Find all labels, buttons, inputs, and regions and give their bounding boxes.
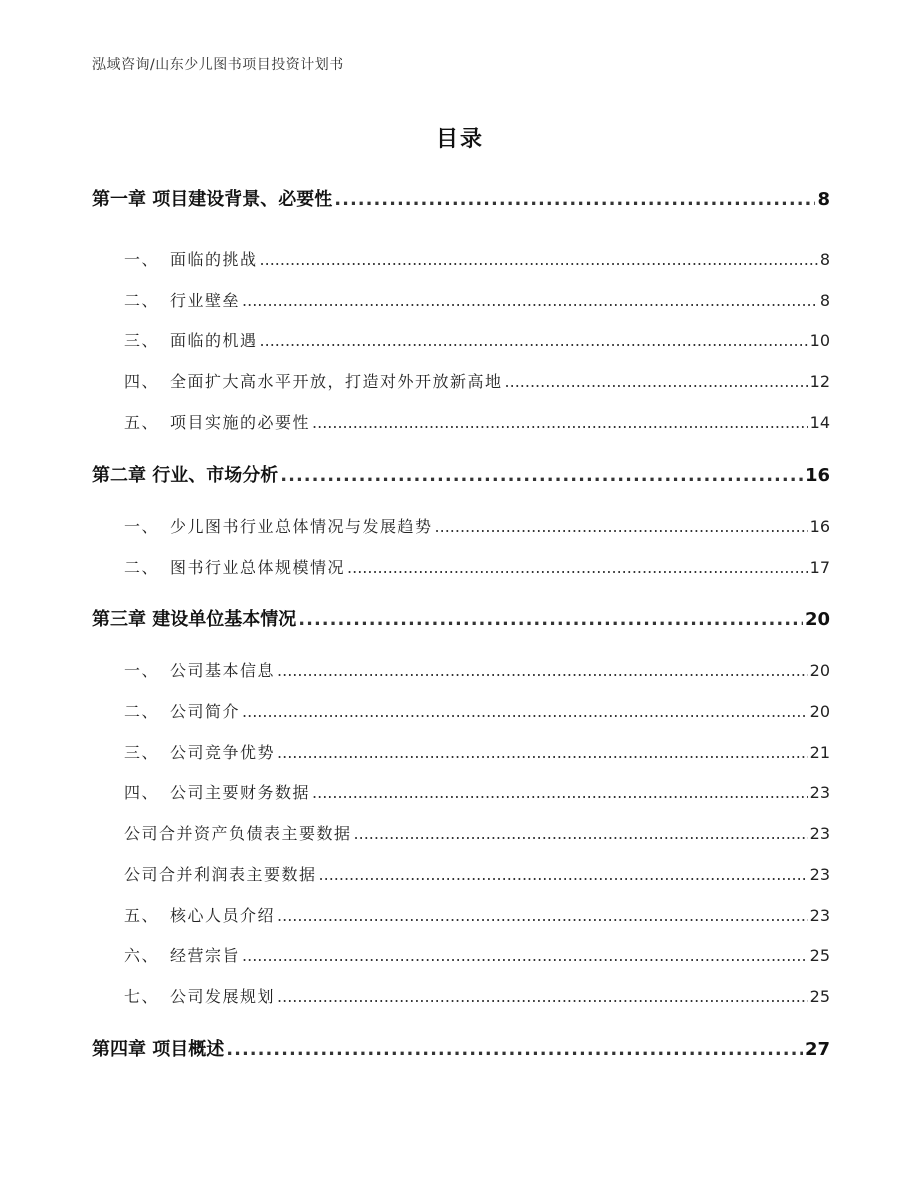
toc-leader-dots bbox=[312, 413, 808, 432]
toc-leader-dots bbox=[280, 465, 803, 486]
toc-entry-label: 公司发展规划 bbox=[170, 987, 276, 1006]
toc-leader-dots bbox=[505, 372, 808, 391]
toc-entry-label: 核心人员介绍 bbox=[170, 906, 276, 925]
toc-entry-page: 27 bbox=[804, 1039, 830, 1060]
toc-entry-page: 23 bbox=[809, 906, 830, 925]
toc-entry-page: 8 bbox=[819, 291, 830, 310]
toc-title: 目录 bbox=[435, 127, 484, 152]
toc-entry-page: 20 bbox=[804, 609, 830, 630]
toc-entry-label: 经营宗旨 bbox=[170, 946, 241, 965]
toc-entry-page: 21 bbox=[809, 743, 830, 762]
toc-entry-label: 全面扩大高水平开放，打造对外开放新高地 bbox=[170, 372, 503, 391]
toc-entry-page: 14 bbox=[809, 413, 830, 432]
toc-entry-page: 23 bbox=[809, 865, 830, 884]
toc-entry-label: 公司合并利润表主要数据 bbox=[124, 865, 317, 884]
toc-entry-page: 10 bbox=[809, 331, 830, 350]
toc-entry-section[interactable] bbox=[92, 555, 830, 578]
toc-entry-number: 四、 bbox=[124, 783, 160, 802]
toc-entry-label: 公司合并资产负债表主要数据 bbox=[124, 824, 352, 843]
toc-entry-label: 公司竞争优势 bbox=[170, 743, 276, 762]
toc-entry-section[interactable] bbox=[92, 658, 830, 681]
toc-entry-number: 二、 bbox=[124, 558, 160, 577]
toc-entry-subsection[interactable] bbox=[92, 862, 830, 885]
toc-leader-dots bbox=[334, 189, 815, 210]
toc-entry-number: 二、 bbox=[124, 291, 160, 310]
page-header: 泓域咨询/山东少儿图书项目投资计划书 bbox=[92, 57, 344, 73]
toc-leader-dots bbox=[242, 702, 808, 721]
toc-leader-dots bbox=[354, 824, 808, 843]
toc-entry-chapter[interactable] bbox=[92, 605, 830, 631]
toc-entry-page: 16 bbox=[809, 517, 830, 536]
toc-entry-page: 12 bbox=[809, 372, 830, 391]
toc-leader-dots bbox=[347, 558, 808, 577]
toc-entry-page: 8 bbox=[819, 250, 830, 269]
toc-leader-dots bbox=[277, 987, 808, 1006]
toc-leader-dots bbox=[312, 783, 808, 802]
toc-entry-section[interactable] bbox=[92, 780, 830, 803]
toc-entry-number: 五、 bbox=[124, 413, 160, 432]
toc-leader-dots bbox=[242, 291, 818, 310]
toc-entry-chapter[interactable] bbox=[92, 185, 830, 211]
toc-entry-number: 七、 bbox=[124, 987, 160, 1006]
toc-entry-label: 项目实施的必要性 bbox=[170, 413, 311, 432]
toc-entry-number: 一、 bbox=[124, 661, 160, 680]
toc-entry-page: 17 bbox=[809, 558, 830, 577]
toc-entry-section[interactable] bbox=[92, 410, 830, 433]
toc-entry-page: 23 bbox=[809, 824, 830, 843]
toc-entry-label: 面临的机遇 bbox=[170, 331, 258, 350]
toc-entry-label: 面临的挑战 bbox=[170, 250, 258, 269]
toc-leader-dots bbox=[277, 906, 808, 925]
toc-entry-section[interactable] bbox=[92, 903, 830, 926]
toc-leader-dots bbox=[277, 743, 808, 762]
toc-entry-subsection[interactable] bbox=[92, 821, 830, 844]
toc-entry-label: 少儿图书行业总体情况与发展趋势 bbox=[170, 517, 433, 536]
toc-entry-number: 三、 bbox=[124, 331, 160, 350]
toc-entry-label: 第三章 建设单位基本情况 bbox=[92, 609, 297, 630]
toc-entry-page: 25 bbox=[809, 946, 830, 965]
toc-entry-label: 公司简介 bbox=[170, 702, 241, 721]
toc-entry-number: 二、 bbox=[124, 702, 160, 721]
toc-entry-section[interactable] bbox=[92, 247, 830, 270]
toc-leader-dots bbox=[319, 865, 808, 884]
toc-entry-section[interactable] bbox=[92, 369, 830, 392]
toc-entry-section[interactable] bbox=[92, 514, 830, 537]
toc-leader-dots bbox=[242, 946, 808, 965]
toc-leader-dots bbox=[277, 661, 808, 680]
toc-leader-dots bbox=[298, 609, 803, 630]
toc-entry-section[interactable] bbox=[92, 328, 830, 351]
toc-entry-chapter[interactable] bbox=[92, 461, 830, 487]
toc-entry-label: 行业壁垒 bbox=[170, 291, 241, 310]
toc-entry-chapter[interactable] bbox=[92, 1035, 830, 1061]
toc-entry-section[interactable] bbox=[92, 740, 830, 763]
toc-entry-section[interactable] bbox=[92, 984, 830, 1007]
toc-entry-label: 第四章 项目概述 bbox=[92, 1039, 225, 1060]
toc-entry-number: 一、 bbox=[124, 517, 160, 536]
toc-entry-number: 一、 bbox=[124, 250, 160, 269]
toc-entry-page: 20 bbox=[809, 702, 830, 721]
toc-entry-page: 16 bbox=[804, 465, 830, 486]
toc-entry-page: 20 bbox=[809, 661, 830, 680]
toc-entry-number: 四、 bbox=[124, 372, 160, 391]
toc-entry-section[interactable] bbox=[92, 943, 830, 966]
header-divider bbox=[92, 79, 828, 80]
toc-entry-number: 六、 bbox=[124, 946, 160, 965]
toc-entry-page: 23 bbox=[809, 783, 830, 802]
toc-leader-dots bbox=[226, 1039, 803, 1060]
toc-entry-section[interactable] bbox=[92, 288, 830, 311]
toc-entry-page: 8 bbox=[817, 189, 830, 210]
toc-entry-label: 图书行业总体规模情况 bbox=[170, 558, 346, 577]
toc-entry-number: 五、 bbox=[124, 906, 160, 925]
toc-leader-dots bbox=[435, 517, 808, 536]
toc-entry-label: 公司主要财务数据 bbox=[170, 783, 311, 802]
toc-entry-label: 第二章 行业、市场分析 bbox=[92, 465, 279, 486]
toc-entry-label: 公司基本信息 bbox=[170, 661, 276, 680]
toc-leader-dots bbox=[260, 250, 818, 269]
toc-entry-number: 三、 bbox=[124, 743, 160, 762]
toc-entry-page: 25 bbox=[809, 987, 830, 1006]
toc-leader-dots bbox=[260, 331, 808, 350]
toc-entry-section[interactable] bbox=[92, 699, 830, 722]
toc-entry-label: 第一章 项目建设背景、必要性 bbox=[92, 189, 333, 210]
